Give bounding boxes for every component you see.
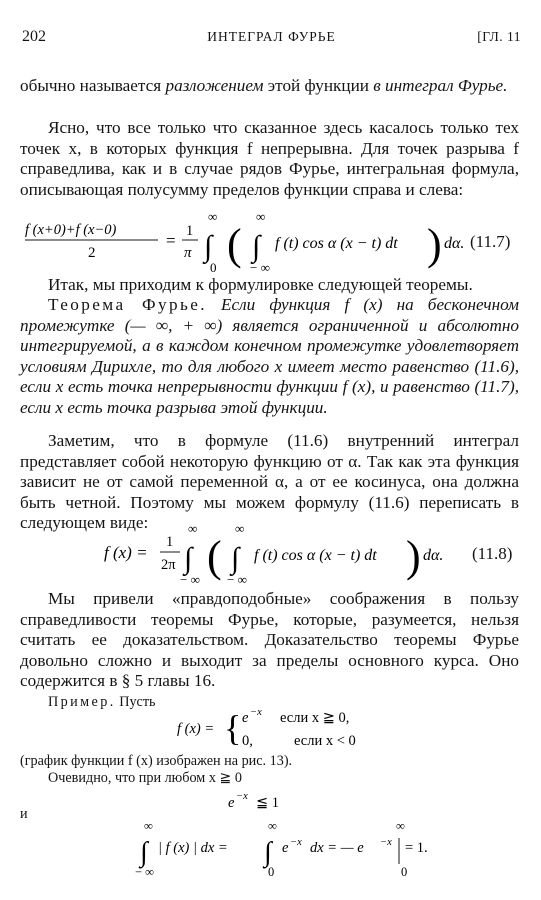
text-run-italic: в интеграл Фурье.	[373, 76, 508, 95]
lim-top-2: ∞	[268, 819, 277, 833]
example-label: Пример.	[48, 694, 116, 710]
case1-condition: если x ≧ 0,	[280, 710, 350, 726]
equation-11-8-svg	[20, 524, 519, 586]
figure-reference: (график функции f (x) изображен на рис. 13).	[20, 753, 293, 769]
equation-number-11-7: (11.7)	[470, 232, 511, 251]
outer-upper-limit: ∞	[208, 212, 218, 224]
text-run: этой функции	[263, 76, 374, 95]
lim-bot-2: 0	[268, 865, 275, 879]
final-equation-svg	[20, 818, 519, 880]
theorem-text: Если функция f (x) на бесконечном промежутке (— ∞, + ∞) является ограниченной и абсолютно интегрируемой, а в каждом конечном промежутке удовлетворяет условиям Дирихле, то для любого x имеет место равенство (11.6), если x есть точка непрерывности функции f (x), и равенство (11.7), если x есть точка разрыва этой функции.	[20, 295, 520, 417]
integral-sign-1: ∫	[140, 837, 148, 868]
eq-lhs-denominator: 2	[88, 245, 96, 261]
paragraph-theorem-lead: Итак, мы приходим к формулировке следующей теоремы.	[48, 275, 473, 294]
inner-integrand: f (t) cos α (x − t) dt	[275, 235, 398, 252]
inner-upper-limit: ∞	[256, 212, 266, 224]
eq-const-numerator: 1	[186, 223, 194, 239]
eval-bottom: 0	[401, 865, 408, 879]
outer-integral-sign: ∫	[184, 542, 193, 575]
equation-11-7-svg	[20, 212, 519, 274]
case2-value: 0,	[242, 733, 253, 749]
page-number: 202	[22, 28, 46, 45]
left-paren: (	[227, 220, 242, 269]
theorem-block	[20, 295, 519, 418]
piecewise-definition	[20, 705, 519, 751]
eq-const-denominator: 2π	[161, 557, 176, 573]
piecewise-svg	[20, 705, 519, 751]
paragraph-obvious: Очевидно, что при любом x ≧ 0	[48, 770, 242, 786]
equation-11-8	[20, 524, 519, 586]
term-3: = 1.	[405, 840, 428, 856]
right-paren: )	[406, 532, 421, 581]
ineq-exponent: −x	[236, 791, 248, 802]
ineq-base: e	[228, 795, 235, 811]
eq-const-denominator: π	[184, 245, 192, 261]
lim-top-1: ∞	[144, 819, 153, 833]
outer-lower-limit: 0	[210, 260, 217, 274]
inner-integrand: f (t) cos α (x − t) dt	[254, 547, 377, 564]
eval-top: ∞	[396, 819, 405, 833]
right-paren: )	[427, 220, 442, 269]
ineq-relation: ≦ 1	[256, 795, 280, 811]
example-text: Пусть	[119, 694, 156, 710]
case1-exponent: −x	[250, 707, 262, 718]
inner-integral-sign: ∫	[231, 542, 240, 575]
theorem-label: Теорема Фурье.	[48, 295, 207, 314]
final-equation	[20, 818, 519, 880]
eq-lhs: f (x) =	[104, 543, 148, 562]
case2-condition: если x < 0	[294, 733, 356, 749]
term-2: dx = — e	[310, 840, 364, 856]
paragraph-intro	[20, 76, 519, 97]
eq-equals: =	[166, 231, 176, 250]
left-brace: {	[224, 708, 242, 748]
outer-integral-sign: ∫	[204, 230, 213, 263]
equation-11-7	[20, 212, 519, 274]
inner-lower-limit: − ∞	[250, 260, 270, 274]
piecewise-lhs: f (x) =	[177, 721, 215, 737]
case1-base: e	[242, 710, 249, 726]
text-run-italic: разложением	[165, 76, 264, 95]
inner-lower-limit: − ∞	[227, 572, 247, 586]
eq-const-numerator: 1	[166, 534, 174, 550]
d-alpha: dα.	[444, 235, 465, 252]
running-header	[22, 28, 521, 52]
lim-bot-1: − ∞	[135, 865, 155, 879]
paragraph-proof-note: Мы привели «правдоподобные» соображения в пользу справедливости теоремы Фурье, которые, разумеется, нельзя считать ее доказательством. Доказательство теоремы Фурье довольно сложно и выходит за пределы основного курса. Оно содержится в § 5 главы 16.	[20, 589, 519, 690]
left-paren: (	[207, 532, 222, 581]
d-alpha: dα.	[423, 547, 444, 564]
inner-integral-sign: ∫	[252, 230, 261, 263]
paragraph-discontinuity: Ясно, что все только что сказанное здесь касалось только тех точек x, в которых функция f непрерывна. Для точек разрыва f справедлива, как и в случае рядов Фурье, интегральная формула, описывающая полусумму пределов функции справа и слева:	[20, 118, 519, 199]
eq-lhs-numerator: f (x+0)+f (x−0)	[25, 222, 117, 238]
term-1: | f (x) | dx =	[158, 840, 228, 856]
inner-upper-limit: ∞	[235, 524, 245, 536]
term-2-base: e	[282, 840, 289, 856]
paragraph-even-function: Заметим, что в формуле (11.6) внутренний интеграл представляет собой некоторую функцию от α. Так как эта функция зависит не от самой переменной α, а от ее косинуса, она должна быть четной. Поэтому мы можем формулу (11.6) переписать в следующем виде:	[20, 431, 519, 532]
outer-lower-limit: − ∞	[180, 572, 200, 586]
running-title: ИНТЕГРАЛ ФУРЬЕ	[207, 29, 336, 44]
chapter-marker: [ГЛ. 11	[477, 29, 521, 44]
term-3-exponent: −x	[380, 837, 392, 848]
integral-sign-2: ∫	[264, 837, 272, 868]
outer-upper-limit: ∞	[188, 524, 198, 536]
term-2-exponent: −x	[290, 837, 302, 848]
equation-number-11-8: (11.8)	[472, 544, 513, 563]
conjunction: и	[20, 806, 28, 822]
text-run: обычно называется	[20, 76, 166, 95]
